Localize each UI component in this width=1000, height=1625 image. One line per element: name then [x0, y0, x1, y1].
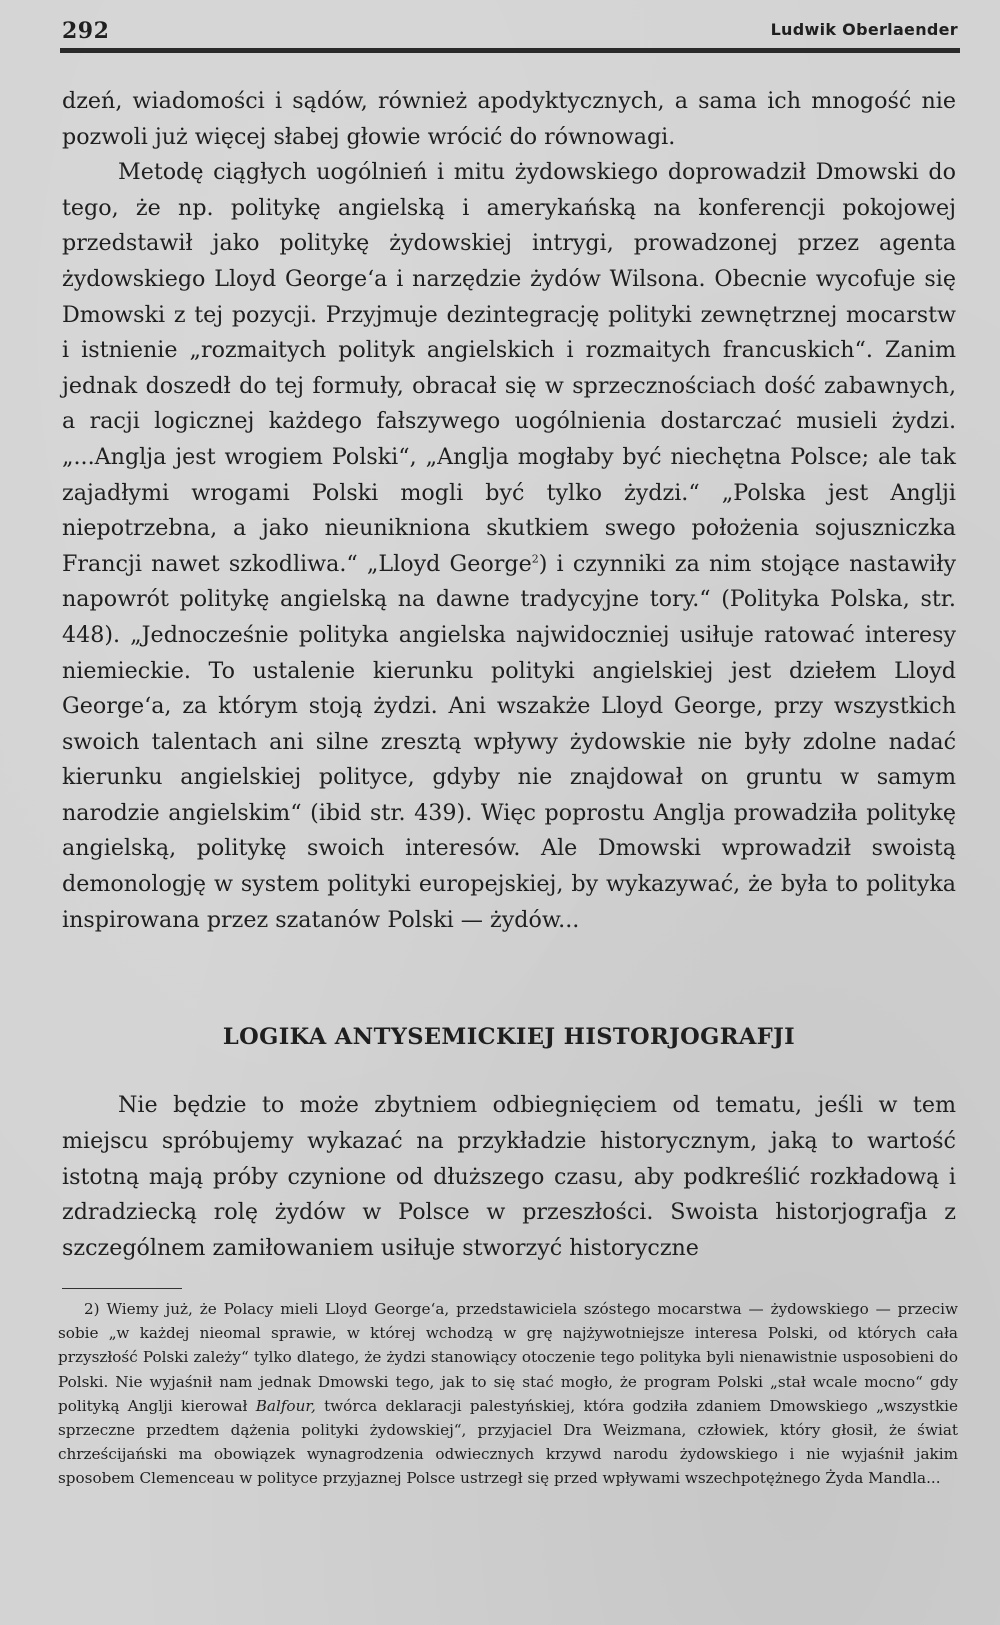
- footnote-text-part-1: Wiemy już, że Polacy mieli Lloyd George‘a, przedstawiciela szóstego mocarstwa — żydowskiego — przeciw sobie „w każdej nieomal sprawie, w której wchodzą w grę najżywotniejsze interesa Polski, od których cała przyszłość Polski zależy“ tylko dlatego, że żydzi stanowiący otoczenie tego polityka byli nienawistnie usposobieni do Polski. Nie wyjaśnił nam jednak Dmowski tego, jak to się stać mogło, że program Polski „stał wcale mocno“ gdy polityką Anglji kierował: [58, 1300, 958, 1415]
- page-header: [62, 16, 958, 46]
- main-text: [62, 84, 956, 938]
- footnote-rule: [62, 1288, 182, 1289]
- page-number: 292: [62, 18, 110, 44]
- footnote-marker: 2): [84, 1300, 100, 1318]
- section-heading: LOGIKA ANTYSEMICKIEJ HISTORJOGRAFJI: [222, 1024, 796, 1050]
- section-paragraph: Nie będzie to może zbytniem odbiegnięciem od tematu, jeśli w tem miejscu spróbujemy wykazać na przykładzie historycznym, jaką to wartość istotną mają próby czynione od dłuższego czasu, aby podkreślić rozkładową i zdradziecką rolę żydów w Polsce w przeszłości. Swoista historjografja z szczególnem zamiłowaniem usiłuje stworzyć historyczne: [62, 1092, 956, 1262]
- footnote-2: [58, 1297, 958, 1491]
- footnote-reference: 2: [531, 552, 539, 566]
- header-rule: [60, 48, 960, 53]
- paragraph-2: [62, 155, 956, 938]
- paragraph-1: dzeń, wiadomości i sądów, również apodyktycznych, a sama ich mnogość nie pozwoli już więcej słabej głowie wrócić do równowagi.: [62, 88, 956, 150]
- paragraph-2-part-2: ) i czynniki za nim stojące nastawiły napowrót politykę angielską na dawne tradycyjne tory.“ (Polityka Polska, str. 448). „Jednocześnie polityka angielska najwidoczniej usiłuje ratować interesy niemieckie. To ustalenie kierunku polityki angielskiej jest dziełem Lloyd George‘a, za którym stoją żydzi. Ani wszakże Lloyd George, przy wszystkich swoich talentach ani silne zresztą wpływy żydowskie nie były zdolne nadać kierunku angielskiej polityce, gdyby nie znajdował on gruntu w samym narodzie angielskim“ (ibid str. 439). Więc poprostu Anglja prowadziła politykę angielską, politykę swoich interesów. Ale Dmowski wprowadził swoistą demonologję w system polityki europejskiej, by wykazywać, że była to polityka inspirowana przez szatanów Polski — żydów...: [62, 550, 956, 933]
- paragraph-2-part-1: Metodę ciągłych uogólnień i mitu żydowskiego doprowadził Dmowski do tego, że np. politykę angielską i amerykańską na konferencji pokojowej przedstawił jako politykę żydowskiej intrygi, prowadzonej przez agenta żydowskiego Lloyd George‘a i narzędzie żydów Wilsona. Obecnie wycofuje się Dmowski z tej pozycji. Przyjmuje dezintegrację polityki zewnętrznej mocarstw i istnienie „rozmaitych polityk angielskich i rozmaitych francuskich“. Zanim jednak doszedł do tej formuły, obracał się w sprzecznościach dość zabawnych, a racji logicznej każdego fałszywego uogólnienia dostarczać musieli żydzi. „...Anglja jest wrogiem Polski“, „Anglja mogłaby być niechętna Polsce; ale tak zajadłymi wrogami Polski mogli być tylko żydzi.“ „Polska jest Anglji niepotrzebna, a jako nieunikniona skutkiem swego położenia sojuszniczka Francji nawet szkodliwa.“ „Lloyd George: [62, 159, 956, 577]
- running-head: Ludwik Oberlaender: [770, 20, 958, 39]
- footnotes: [58, 1297, 958, 1491]
- footnote-text-part-2: twórca deklaracji palestyńskiej, która godziła zdaniem Dmowskiego „wszystkie sprzeczne przedtem dążenia polityki żydowskiej“, przyjaciel Dra Weizmana, człowiek, który głosił, że świat chrześcijański ma obowiązek wynagrodzenia odwiecznych krzywd narodu żydowskiego i nie wyjaśnił jakim sposobem Clemenceau w polityce przyjaznej Polsce ustrzegł się przed wpływami wszechpotężnego Żyda Mandla...: [58, 1396, 958, 1488]
- footnote-italic-name: Balfour,: [255, 1396, 316, 1415]
